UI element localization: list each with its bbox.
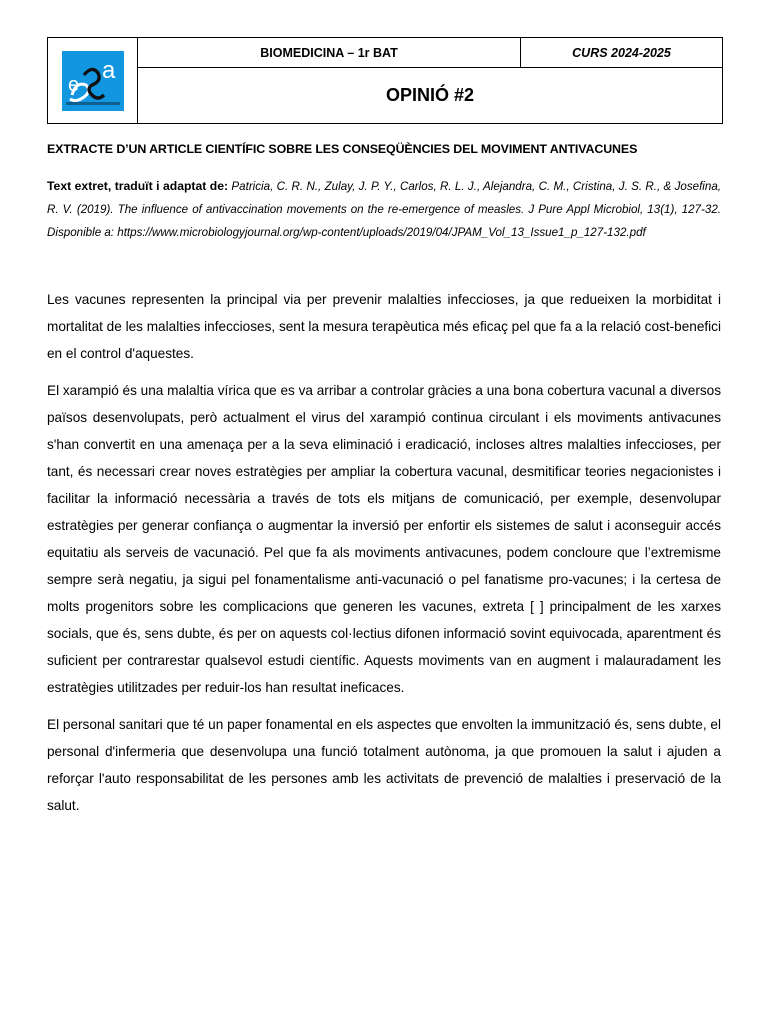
page-title: OPINIÓ #2 [138, 68, 723, 124]
course-label: CURS 2024-2025 [521, 38, 723, 68]
reference-citation: Patricia, C. R. N., Zulay, J. P. Y., Carlos, R. L. J., Alejandra, C. M., Cristina, J. S. R., & Josefina, R. V. (2019). The influence of antivaccination movements on the re-emergence of measles. J Pure Appl Microbiol, 13(1), 127-32. Disponible a: https://www.microbiologyjournal.org/wp-content/uploads/2019/04/JPAM_Vol_13_Issue1_p_127-132.pdf [47, 180, 721, 239]
paragraph: El xarampió és una malaltia vírica que es va arribar a controlar gràcies a una bona cobertura vacunal a diversos països desenvolupats, però actualment el virus del xarampió continua circulant i els moviments antivacunes s'han convertit en una amenaça per a la seva eliminació i eradicació, incloses altres malalties infeccioses, per tant, és necessari crear noves estratègies per ampliar la cobertura vacunal, desmitificar teories negacionistes i facilitar la informació necessària a través de tots els mitjans de comunicació, per exemple, desenvolupar estratègies per generar confiança o augmentar la inversió per enfortir els sistemes de salut i aconseguir accés equitatiu als serveis de vacunació. Pel que fa als moviments antivacunes, podem concloure que l’extremisme sempre serà negatiu, ja sigui pel fonamentalisme anti-vacunació o pel fanatisme pro-vacunes; i la certesa de molts progenitors sobre les complicacions que generen les vacunes, extreta [ ] principalment de les xarxes socials, que és, sens dubte, és per on aquests col·lectius difonen informació sovint equivocada, aparentment és suficient per contrarestar qualsevol estudi científic. Aquests moviments van en augment i malauradament les estratègies utilitzades per reduir-los han resultat ineficaces. [47, 383, 721, 695]
svg-text:e: e [67, 73, 79, 96]
subject-label: BIOMEDICINA – 1r BAT [138, 38, 521, 68]
reference-block [47, 175, 721, 244]
paragraph: El personal sanitari que té un paper fonamental en els aspectes que envolten la immunització és, sens dubte, el personal d'infermeria que desenvolupa una funció totalment autònoma, ja que promouen la salut i ajuden a reforçar l'auto responsabilitat de les persones amb les activitats de prevenció de malalties i preservació de la salut. [47, 717, 721, 813]
svg-text:a: a [101, 56, 115, 84]
school-logo [62, 51, 124, 111]
paragraph: Les vacunes representen la principal via per prevenir malalties infeccioses, ja que redueixen la morbiditat i mortalitat de les malalties infeccioses, sent la mesura terapèutica més eficaç pel que fa a la relació cost-benefici en el control d'aquestes. [47, 292, 721, 361]
logo-cell [48, 38, 138, 124]
school-logo-graphic [62, 51, 124, 111]
article-heading: EXTRACTE D’UN ARTICLE CIENTÍFIC SOBRE LES CONSEQÜÈNCIES DEL MOVIMENT ANTIVACUNES [47, 142, 638, 156]
article-body [47, 286, 721, 829]
header-table [47, 37, 723, 124]
reference-label: Text extret, traduït i adaptat de: [47, 179, 229, 193]
